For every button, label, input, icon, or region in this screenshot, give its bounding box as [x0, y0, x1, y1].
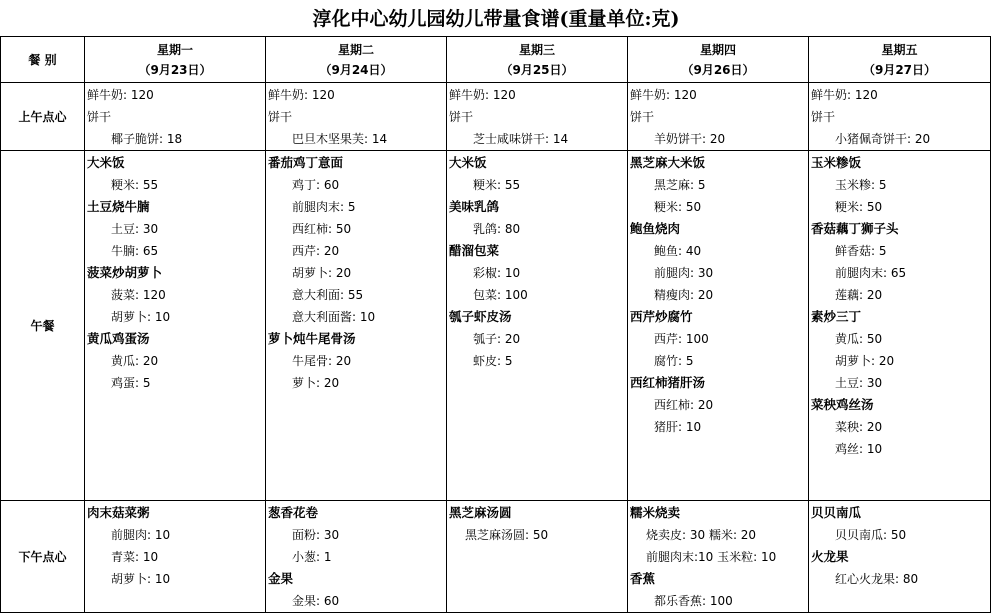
day-name: 星期四 [699, 42, 736, 57]
ingredient-item: 土豆: 30 [835, 376, 883, 390]
dish-name: 贝贝南瓜 [811, 505, 862, 520]
day-name: 星期五 [881, 42, 918, 57]
ingredient-item: 黑芝麻: 5 [654, 178, 706, 192]
day-date: （9月26日） [681, 62, 755, 77]
morning-cell-fri [809, 83, 991, 151]
ingredient-item: 小葱: 1 [292, 550, 332, 564]
morning-cell-mon [85, 83, 266, 151]
biscuit-label: 饼干 [87, 110, 112, 124]
day-header-wed [447, 37, 628, 83]
dish-name: 番茄鸡丁意面 [268, 155, 344, 170]
dish-name: 香蕉 [630, 571, 656, 586]
morning-cell-wed [447, 83, 628, 151]
ingredient-item: 腐竹: 5 [654, 354, 694, 368]
ingredient-item: 包菜: 100 [473, 288, 528, 302]
lunch-cell-wed [447, 151, 628, 501]
day-name: 星期二 [337, 42, 374, 57]
lunch-cell-thu [628, 151, 809, 501]
afternoon-cell-mon [85, 501, 266, 613]
dish-name: 葱香花卷 [268, 505, 319, 520]
afternoon-cell-thu [628, 501, 809, 613]
ingredient-item: 粳米: 55 [111, 178, 159, 192]
ingredient-item: 黑芝麻汤圆: 50 [465, 528, 549, 542]
ingredient-item: 牛尾骨: 20 [292, 354, 352, 368]
ingredient-item: 胡萝卜: 20 [835, 354, 895, 368]
dish-name: 西红柿猪肝汤 [630, 375, 706, 390]
afternoon-cell-wed [447, 501, 628, 613]
ingredient-item: 前腿肉末:10 玉米粒: 10 [646, 550, 777, 564]
ingredient-item: 菜秧: 20 [835, 420, 883, 434]
ingredient-item: 粳米: 50 [835, 200, 883, 214]
day-date: （9月25日） [500, 62, 574, 77]
ingredient-item: 玉米糁: 5 [835, 178, 887, 192]
milk-item: 鲜牛奶: 120 [87, 88, 154, 102]
ingredient-item: 菠菜: 120 [111, 288, 166, 302]
ingredient-item: 前腿肉: 10 [111, 528, 171, 542]
ingredient-item: 粳米: 55 [473, 178, 521, 192]
day-date: （9月23日） [138, 62, 212, 77]
dish-name: 黑芝麻汤圆 [449, 505, 512, 520]
ingredient-item: 前腿肉末: 5 [292, 200, 356, 214]
ingredient-item: 精瘦肉: 20 [654, 288, 714, 302]
dish-name: 玉米糁饭 [811, 155, 862, 170]
dish-name: 黑芝麻大米饭 [630, 155, 706, 170]
ingredient-item: 贝贝南瓜: 50 [835, 528, 907, 542]
morning-snack-row [1, 83, 991, 151]
milk-item: 鲜牛奶: 120 [811, 88, 878, 102]
ingredient-item: 乳鸽: 80 [473, 222, 521, 236]
meal-label-morning: 上午点心 [1, 83, 85, 151]
day-header-fri [809, 37, 991, 83]
lunch-cell-mon [85, 151, 266, 501]
afternoon-snack-row [1, 501, 991, 613]
ingredient-item: 都乐香蕉: 100 [654, 594, 733, 608]
ingredient-item: 西芹: 100 [654, 332, 709, 346]
ingredient-item: 鲜香菇: 5 [835, 244, 887, 258]
ingredient-item: 意大利面: 55 [292, 288, 364, 302]
dish-name: 香菇藕丁狮子头 [811, 221, 899, 236]
header-row [1, 37, 991, 83]
ingredient-item: 土豆: 30 [111, 222, 159, 236]
day-header-mon [85, 37, 266, 83]
afternoon-cell-fri [809, 501, 991, 613]
lunch-row [1, 151, 991, 501]
dish-name: 火龙果 [811, 549, 849, 564]
day-header-thu [628, 37, 809, 83]
ingredient-item: 黄瓜: 20 [111, 354, 159, 368]
ingredient-item: 鸡丁: 60 [292, 178, 340, 192]
ingredient-item: 彩椒: 10 [473, 266, 521, 280]
biscuit-label: 饼干 [449, 110, 474, 124]
ingredient-item: 胡萝卜: 10 [111, 572, 171, 586]
ingredient-item: 西芹: 20 [292, 244, 340, 258]
meal-label-afternoon: 下午点心 [1, 501, 85, 613]
dish-name: 萝卜炖牛尾骨汤 [268, 331, 356, 346]
biscuit-label: 饼干 [811, 110, 836, 124]
morning-cell-tue [266, 83, 447, 151]
ingredient-item: 西红柿: 20 [654, 398, 714, 412]
day-date: （9月24日） [319, 62, 393, 77]
biscuit-item: 羊奶饼干: 20 [654, 132, 726, 146]
day-header-tue [266, 37, 447, 83]
ingredient-item: 粳米: 50 [654, 200, 702, 214]
dish-name: 肉末菇菜粥 [87, 505, 150, 520]
ingredient-item: 烧卖皮: 30 糯米: 20 [646, 528, 757, 542]
meal-label-lunch: 午餐 [1, 151, 85, 501]
dish-name: 菠菜炒胡萝卜 [87, 265, 163, 280]
ingredient-item: 胡萝卜: 20 [292, 266, 352, 280]
morning-cell-thu [628, 83, 809, 151]
ingredient-item: 前腿肉: 30 [654, 266, 714, 280]
ingredient-item: 黄瓜: 50 [835, 332, 883, 346]
ingredient-item: 胡萝卜: 10 [111, 310, 171, 324]
dish-name: 西芹炒腐竹 [630, 309, 693, 324]
page-title: 淳化中心幼儿园幼儿带量食谱(重量单位:克) [312, 8, 680, 30]
dish-name: 瓠子虾皮汤 [449, 309, 512, 324]
biscuit-item: 椰子脆饼: 18 [111, 132, 183, 146]
dish-name: 糯米烧卖 [630, 505, 681, 520]
dish-name: 土豆烧牛腩 [87, 199, 150, 214]
ingredient-item: 红心火龙果: 80 [835, 572, 919, 586]
meal-column-header: 餐 别 [1, 37, 85, 83]
ingredient-item: 面粉: 30 [292, 528, 340, 542]
biscuit-item: 芝士咸味饼干: 14 [473, 132, 569, 146]
ingredient-item: 莲藕: 20 [835, 288, 883, 302]
dish-name: 素炒三丁 [811, 309, 862, 324]
ingredient-item: 青菜: 10 [111, 550, 159, 564]
biscuit-label: 饼干 [268, 110, 293, 124]
milk-item: 鲜牛奶: 120 [449, 88, 516, 102]
ingredient-item: 猪肝: 10 [654, 420, 702, 434]
biscuit-item: 巴旦木坚果芙: 14 [292, 132, 388, 146]
milk-item: 鲜牛奶: 120 [630, 88, 697, 102]
milk-item: 鲜牛奶: 120 [268, 88, 335, 102]
day-name: 星期三 [518, 42, 555, 57]
ingredient-item: 前腿肉末: 65 [835, 266, 907, 280]
ingredient-item: 鸡蛋: 5 [111, 376, 151, 390]
ingredient-item: 牛腩: 65 [111, 244, 159, 258]
ingredient-item: 意大利面酱: 10 [292, 310, 376, 324]
ingredient-item: 鲍鱼: 40 [654, 244, 702, 258]
dish-name: 大米饭 [87, 155, 125, 170]
dish-name: 菜秧鸡丝汤 [811, 397, 874, 412]
day-date: （9月27日） [862, 62, 937, 77]
dish-name: 鲍鱼烧肉 [630, 221, 681, 236]
day-name: 星期一 [156, 42, 193, 57]
menu-table [0, 36, 991, 613]
dish-name: 美味乳鸽 [449, 199, 500, 214]
dish-name: 大米饭 [449, 155, 487, 170]
dish-name: 醋溜包菜 [449, 243, 500, 258]
afternoon-cell-tue [266, 501, 447, 613]
ingredient-item: 瓠子: 20 [473, 332, 521, 346]
ingredient-item: 金果: 60 [292, 594, 340, 608]
biscuit-item: 小猪佩奇饼干: 20 [835, 132, 931, 146]
ingredient-item: 虾皮: 5 [473, 354, 513, 368]
ingredient-item: 西红柿: 50 [292, 222, 352, 236]
lunch-cell-fri [809, 151, 991, 501]
dish-name: 金果 [268, 571, 294, 586]
ingredient-item: 萝卜: 20 [292, 376, 340, 390]
lunch-cell-tue [266, 151, 447, 501]
dish-name: 黄瓜鸡蛋汤 [87, 331, 150, 346]
ingredient-item: 鸡丝: 10 [835, 442, 883, 456]
biscuit-label: 饼干 [630, 110, 655, 124]
